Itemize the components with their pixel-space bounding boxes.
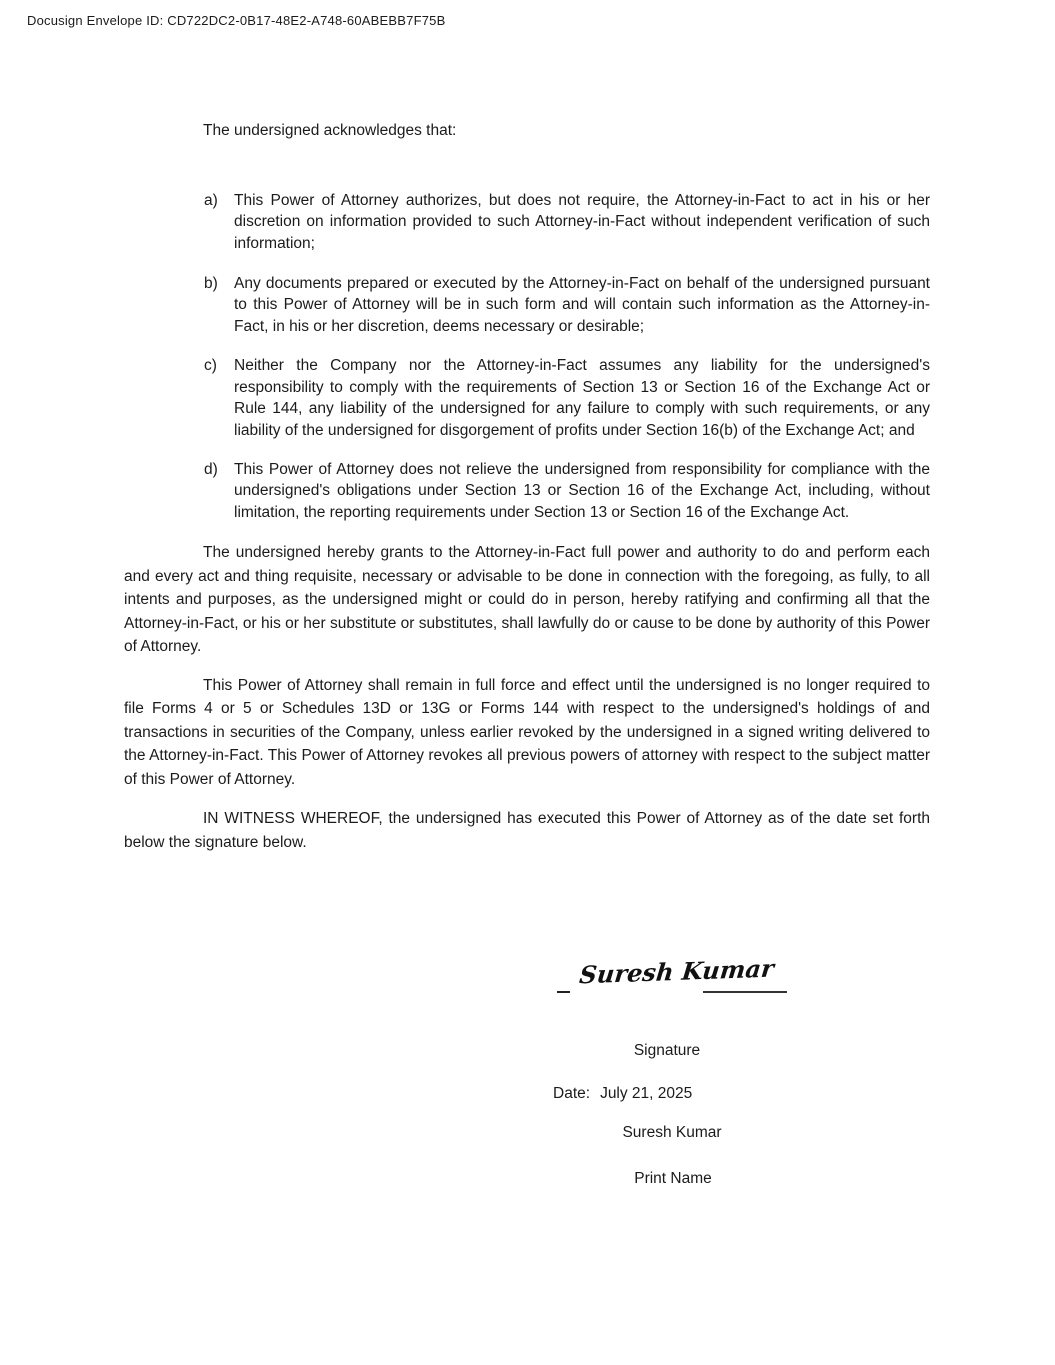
signature-line-right-segment xyxy=(703,991,787,993)
print-name-value: Suresh Kumar xyxy=(622,1124,722,1141)
list-marker-c: c) xyxy=(204,357,217,374)
docusign-envelope-id: Docusign Envelope ID: CD722DC2-0B17-48E2-A748-60ABEBB7F75B xyxy=(27,13,446,28)
paragraph-grant-of-authority: The undersigned hereby grants to the Attorney-in-Fact full power and authority to do and perform each and every act and thing requisite, necessary or advisable to be done in connection with the foregoing, as fully, to all intents and purposes, as the undersigned might or could do in person, hereby ratifying and confirming all that the Attorney-in-Fact, or his or her substitute or substitutes, shall lawfully do or cause to be done by authority of this Power of Attorney. xyxy=(124,544,930,655)
signature-label: Signature xyxy=(633,1042,701,1059)
list-item-b xyxy=(124,273,930,338)
paragraph-term-and-revocation: This Power of Attorney shall remain in full force and effect until the undersigned is no longer required to file Forms 4 or 5 or Schedules 13D or 13G or Forms 144 with respect to the undersigned's holdings of and transactions in securities of the Company, unless earlier revoked by the undersigned in a signed writing delivered to the Attorney-in-Fact. This Power of Attorney revokes all previous powers of attorney with respect to the subject matter of this Power of Attorney. xyxy=(124,676,930,788)
list-marker-d: d) xyxy=(204,460,218,478)
list-item-c-text: Neither the Company nor the Attorney-in-Fact assumes any liability for the undersigned's responsibility to comply with the requirements of Section 13 or Section 16 of the Exchange Act or Rule 144, any liability of the undersigned for any failure to comply with such requirements, or any liability of the undersigned for disgorgement of profits under Section 16(b) of the Exchange Act; and xyxy=(234,357,930,439)
list-item-a xyxy=(124,190,930,255)
list-item-b-text: Any documents prepared or executed by the Attorney-in-Fact on behalf of the undersigned pursuant to this Power of Attorney will be in such form and will contain such information as the Attorney-in-Fact, in his or her discretion, deems necessary or desirable; xyxy=(234,274,930,335)
intro-paragraph: The undersigned acknowledges that: xyxy=(203,122,457,139)
list-marker-b: b) xyxy=(204,274,218,292)
list-item-c xyxy=(124,355,930,441)
print-name-label: Print Name xyxy=(634,1170,712,1187)
date-label: Date: xyxy=(553,1085,591,1102)
signature-script: Suresh Kumar xyxy=(578,953,776,990)
document-body xyxy=(124,120,930,854)
list-marker-a: a) xyxy=(204,191,218,209)
list-item-a-text: This Power of Attorney authorizes, but does not require, the Attorney-in-Fact to act in his or her discretion on information provided to such Attorney-in-Fact without independent verification of such information; xyxy=(234,191,930,252)
signature-line-left-segment xyxy=(557,991,570,993)
paragraph-in-witness-whereof: IN WITNESS WHEREOF, the undersigned has executed this Power of Attorney as of the date set forth below the signature below. xyxy=(124,810,930,851)
list-item-d-text: This Power of Attorney does not relieve the undersigned from responsibility for compliance with the undersigned's obligations under Section 13 or Section 16 of the Exchange Act, including, without limitation, the reporting requirements under Section 13 or Section 16 of the Exchange Act. xyxy=(234,460,930,521)
list-item-d xyxy=(124,459,930,524)
date-value: July 21, 2025 xyxy=(600,1085,693,1102)
date-line xyxy=(553,1085,692,1103)
